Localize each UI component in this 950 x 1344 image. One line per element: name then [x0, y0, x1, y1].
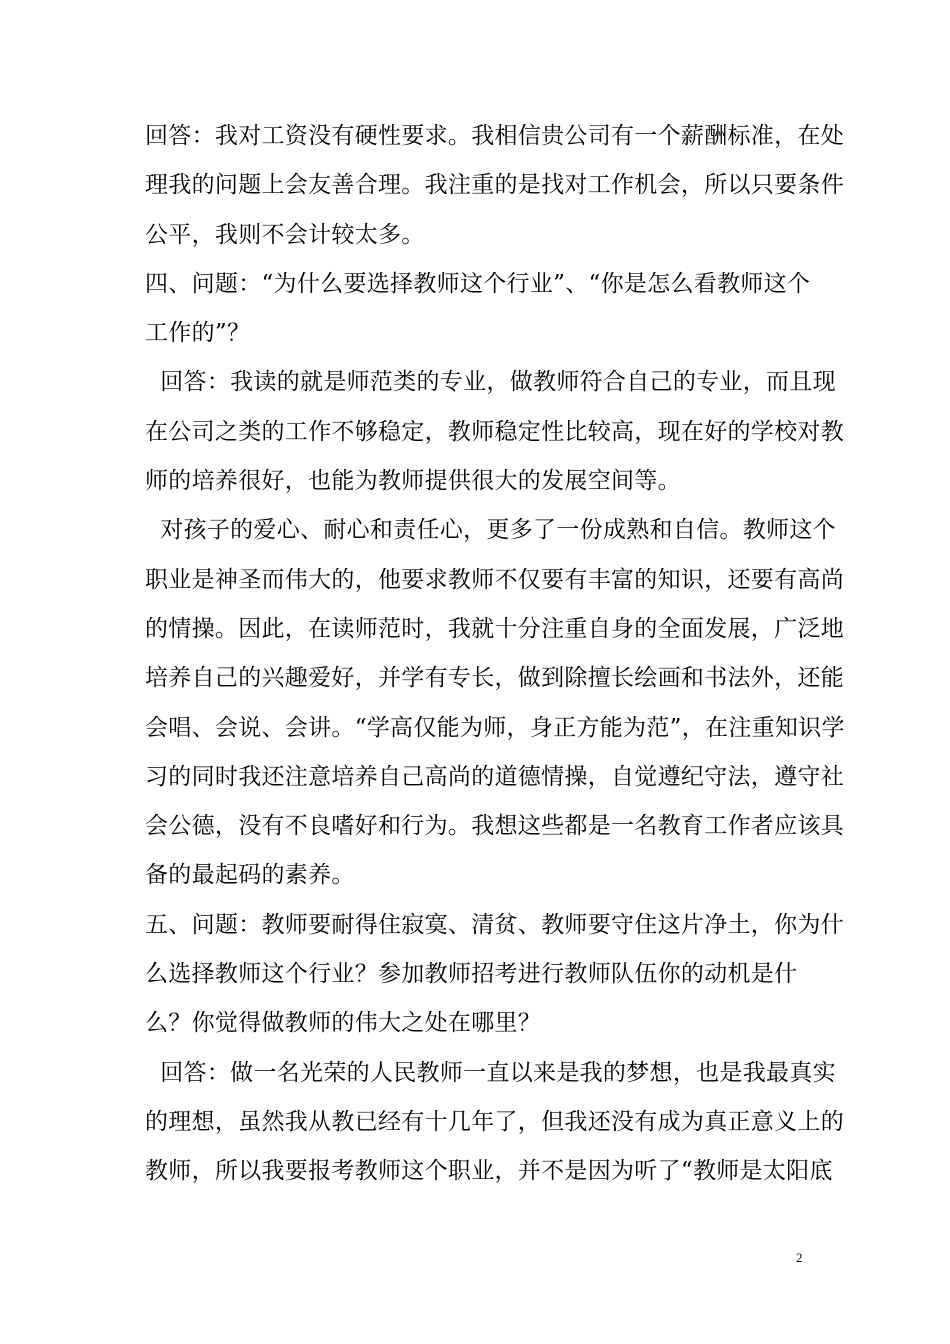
text-line: 回答：我读的就是师范类的专业，做教师符合自己的专业，而且现 [145, 369, 836, 396]
text-line: 习的同时我还注意培养自己高尚的道德情操，自觉遵纪守法，遵守社 [145, 763, 844, 790]
section-heading-line: 四、问题：“为什么要选择教师这个行业”、“你是怎么看教师这个 [145, 270, 811, 297]
text-line: 的理想，虽然我从教已经有十几年了，但我还没有成为真正意义上的 [145, 1108, 844, 1135]
text-line: 师的培养很好，也能为教师提供很大的发展空间等。 [145, 468, 681, 495]
text-line: 对孩子的爱心、耐心和责任心，更多了一份成熟和自信。教师这个 [145, 517, 836, 544]
text-line: 培养自己的兴趣爱好，并学有专长，做到除擅长绘画和书法外，还能 [145, 665, 844, 692]
section-heading-line: 么选择教师这个行业？参加教师招考进行教师队伍你的动机是什 [145, 961, 798, 988]
text-line: 教师，所以我要报考教师这个职业，并不是因为听了“教师是太阳底 [145, 1158, 833, 1185]
text-line: 会唱、会说、会讲。“学高仅能为师，身正方能为范”，在注重知识学 [145, 714, 845, 741]
text-line: 在公司之类的工作不够稳定，教师稳定性比较高，现在好的学校对教 [145, 418, 844, 445]
text-line: 会公德，没有不良嗜好和行为。我想这些都是一名教育工作者应该具 [145, 813, 844, 840]
section-heading-line: 么？你觉得做教师的伟大之处在哪里？ [145, 1010, 542, 1037]
text-line: 理我的问题上会友善合理。我注重的是找对工作机会，所以只要条件 [145, 172, 844, 199]
text-line: 公平，我则不会计较太多。 [145, 221, 425, 248]
body-text [145, 112, 845, 1197]
text-line: 回答：做一名光荣的人民教师一直以来是我的梦想，也是我最真实 [145, 1059, 836, 1086]
text-line: 职业是神圣而伟大的，他要求教师不仅要有丰富的知识，还要有高尚 [145, 566, 844, 593]
text-line: 备的最起码的素养。 [145, 862, 355, 889]
text-line: 的情操。因此，在读师范时，我就十分注重自身的全面发展，广泛地 [145, 615, 844, 642]
text-line: 回答：我对工资没有硬性要求。我相信贵公司有一个薪酬标准，在处 [145, 123, 844, 149]
section-heading-line: 工作的”？ [145, 320, 251, 347]
page-number: 2 [796, 1250, 803, 1265]
section-heading-line: 五、问题：教师要耐得住寂寞、清贫、教师要守住这片净土，你为什 [145, 911, 844, 938]
